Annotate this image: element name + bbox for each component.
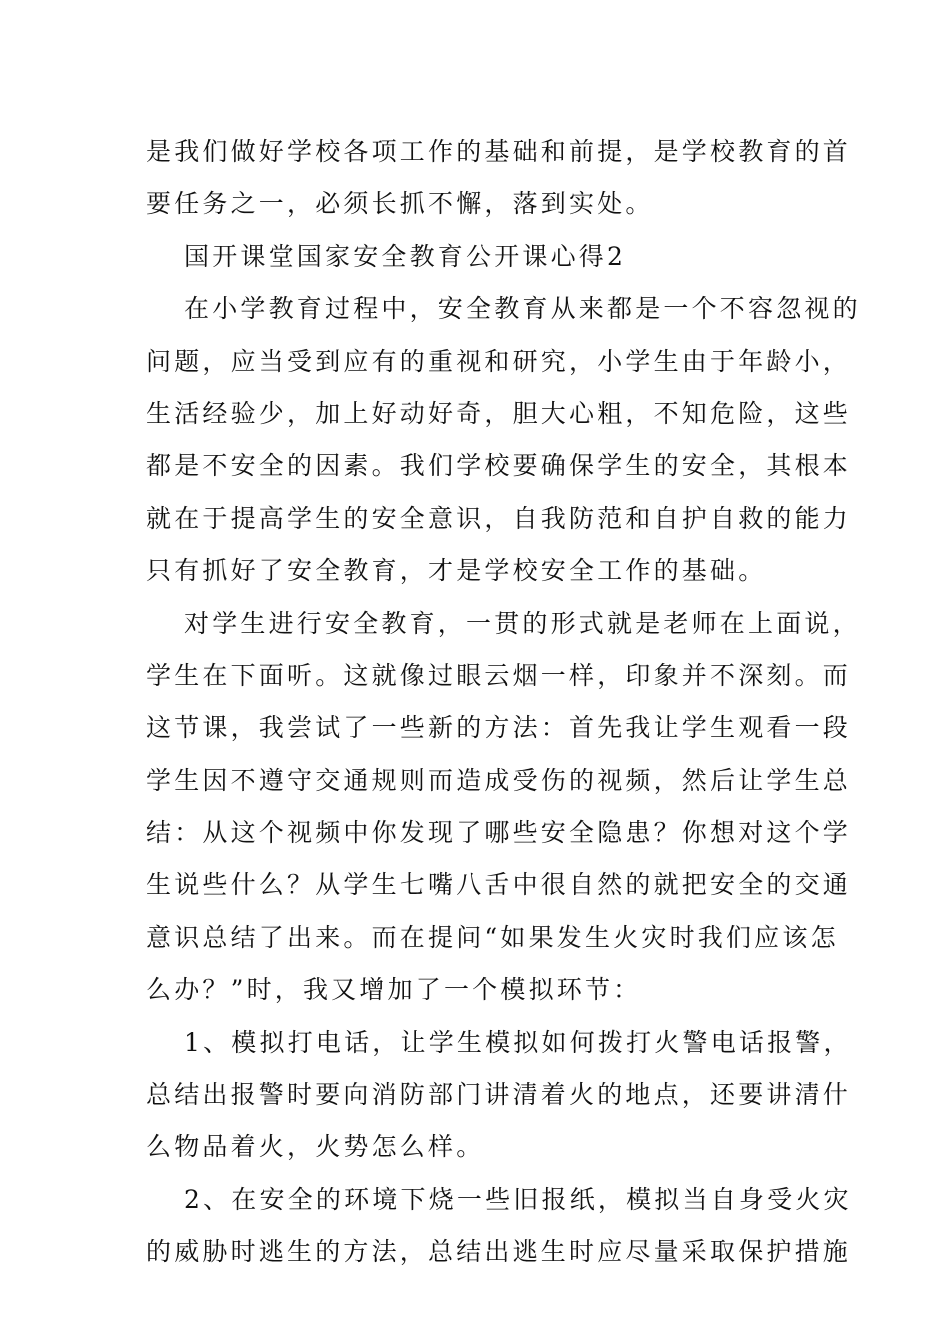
- text-line: 是我们做好学校各项工作的基础和前提，是学校教育的首: [146, 137, 852, 166]
- text-line: 要任务之一，必须长抓不懈，落到实处。: [146, 189, 654, 219]
- text-line: 意识总结了出来。而在提问“如果发生火灾时我们应该怎: [146, 922, 839, 952]
- text-line: 在小学教育过程中，安全教育从来都是一个不容忽视的: [184, 294, 861, 324]
- text-line: 都是不安全的因素。我们学校要确保学生的安全，其根本: [146, 451, 852, 481]
- text-line: 生活经验少，加上好动好奇，胆大心粗，不知危险，这些: [146, 398, 852, 428]
- text-line: 只有抓好了安全教育，才是学校安全工作的基础。: [146, 556, 767, 586]
- text-line: 的威胁时逃生的方法，总结出逃生时应尽量采取保护措施: [146, 1237, 852, 1267]
- text-line: 生说些什么？从学生七嘴八舌中很自然的就把安全的交通: [146, 870, 852, 900]
- text-line: 就在于提高学生的安全意识，自我防范和自护自救的能力: [146, 503, 852, 533]
- text-line: 结：从这个视频中你发现了哪些安全隐患？你想对这个学: [146, 818, 852, 848]
- text-line: 这节课，我尝试了一些新的方法：首先我让学生观看一段: [146, 713, 852, 743]
- text-line: 么办？”时，我又增加了一个模拟环节：: [146, 975, 642, 1005]
- text-line: 问题，应当受到应有的重视和研究，小学生由于年龄小，: [146, 346, 852, 376]
- text-line: 么物品着火，火势怎么样。: [146, 1132, 485, 1162]
- document-page: [146, 126, 861, 1279]
- list-item: 2、在安全的环境下烧一些旧报纸，模拟当自身受火灾: [184, 1184, 852, 1214]
- section-heading: 国开课堂国家安全教育公开课心得2: [184, 241, 627, 271]
- text-line: 学生在下面听。这就像过眼云烟一样，印象并不深刻。而: [146, 660, 852, 690]
- text-line: 对学生进行安全教育，一贯的形式就是老师在上面说，: [184, 608, 861, 638]
- text-line: 学生因不遵守交通规则而造成受伤的视频，然后让学生总: [146, 765, 852, 795]
- list-item: 1、模拟打电话，让学生模拟如何拨打火警电话报警，: [184, 1027, 852, 1057]
- text-line: 总结出报警时要向消防部门讲清着火的地点，还要讲清什: [146, 1080, 852, 1110]
